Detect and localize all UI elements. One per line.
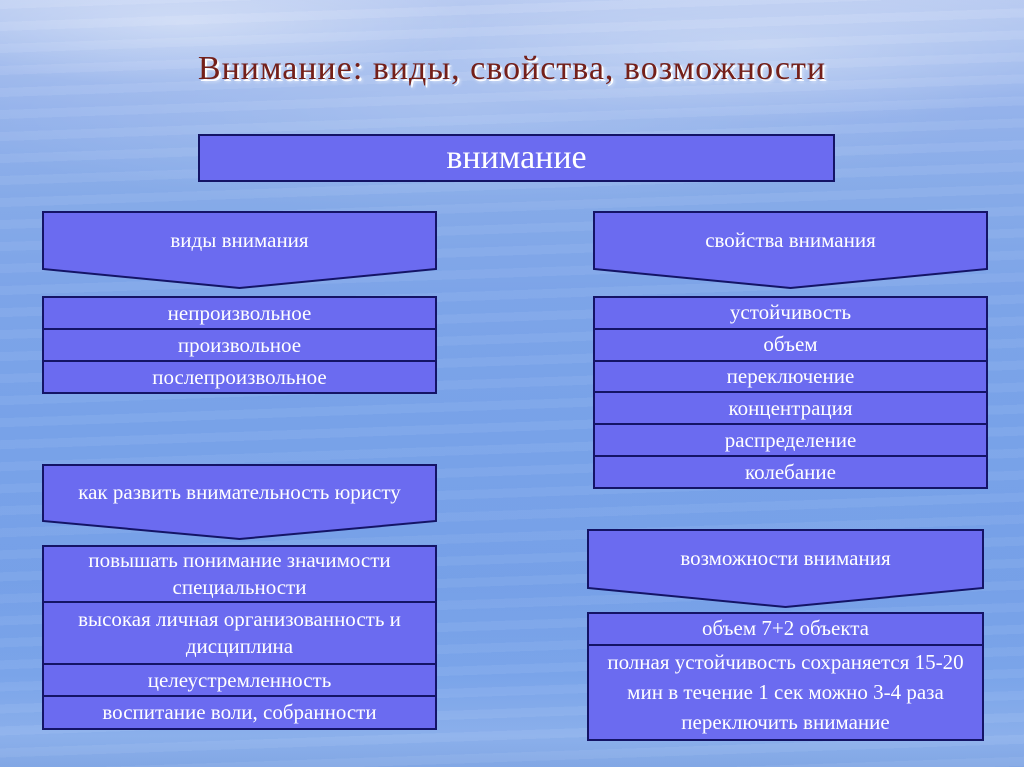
slide-title: Внимание: виды, свойства, возможности — [197, 50, 827, 87]
header-label: виды внимания — [170, 227, 309, 252]
header-properties-of-attention — [593, 211, 988, 290]
list-item: целеустремленность — [44, 663, 435, 695]
header-label: возможности внимания — [680, 546, 891, 571]
list-item: непроизвольное — [167, 300, 312, 325]
list-item: распределение — [595, 423, 986, 455]
list-item: воспитание воли, собранности — [44, 695, 435, 728]
list-item: повышать понимание значимости специальности — [88, 548, 391, 599]
list-item: устойчивость — [729, 300, 852, 325]
header-types-of-attention — [42, 211, 437, 290]
header-label: как развить внимательность юристу — [78, 479, 401, 504]
list-capabilities-of-attention — [587, 612, 984, 741]
list-types-of-attention — [42, 296, 437, 394]
list-item: высокая личная организованность и дисциплина — [44, 601, 435, 663]
list-item: произвольное — [44, 328, 435, 360]
list-item: объем — [595, 328, 986, 360]
root-box-attention: внимание — [198, 134, 835, 182]
header-capabilities-of-attention — [587, 529, 984, 609]
list-properties-of-attention — [593, 296, 988, 489]
list-item: послепроизвольное — [44, 360, 435, 392]
header-develop-attentiveness — [42, 464, 437, 541]
header-label: свойства внимания — [705, 227, 876, 252]
list-item: объем 7+2 объекта — [702, 616, 869, 641]
list-develop-attentiveness — [42, 545, 437, 730]
list-item: переключение — [595, 360, 986, 392]
list-item: колебание — [595, 455, 986, 487]
list-item: концентрация — [595, 391, 986, 423]
list-item: полная устойчивость сохраняется 15-20 мин в течение 1 сек можно 3-4 раза переключить внимание — [589, 644, 982, 739]
